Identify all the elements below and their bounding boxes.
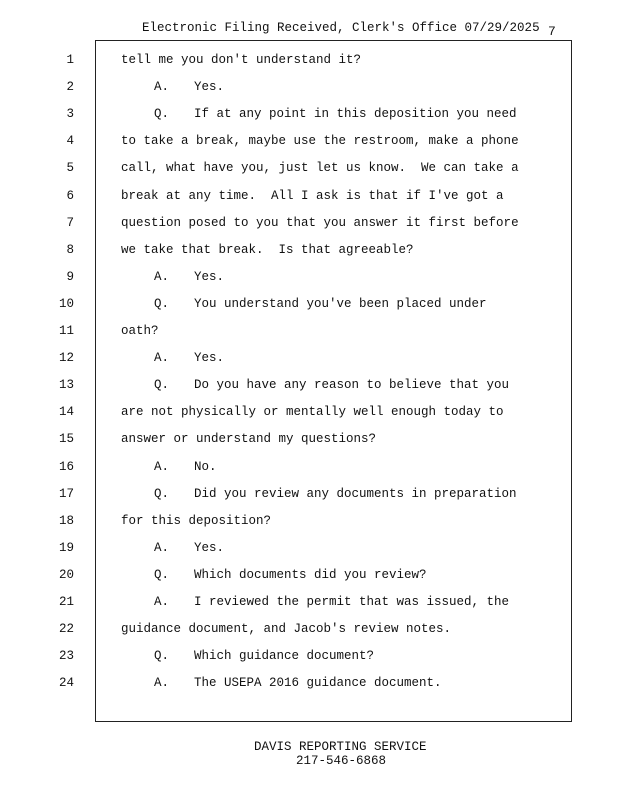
line-content: Yes. (194, 540, 225, 555)
line-number: 4 (66, 134, 74, 149)
line-number: 11 (58, 324, 74, 338)
line-number: 6 (66, 188, 74, 203)
speaker-label: A. (154, 676, 170, 691)
transcript-line (154, 270, 224, 284)
transcript-line (154, 107, 517, 121)
transcript-line (121, 514, 271, 528)
transcript-line (154, 460, 217, 474)
speaker-label: A. (154, 351, 170, 366)
line-number: 19 (58, 540, 74, 555)
line-content: for this deposition? (121, 513, 272, 528)
line-content: oath? (121, 324, 159, 338)
transcript-line (154, 378, 509, 392)
line-content: Do you have any reason to believe that you (194, 378, 510, 393)
line-content: Did you review any documents in preparation (194, 486, 517, 501)
line-number: 2 (66, 80, 74, 95)
line-content: question posed to you that you answer it first before (121, 215, 519, 230)
speaker-label: A. (154, 459, 170, 474)
line-number: 1 (66, 53, 74, 67)
transcript-line (121, 161, 519, 175)
speaker-label: Q. (154, 107, 170, 122)
transcript-line (121, 622, 451, 636)
speaker-label: Q. (154, 649, 170, 664)
transcript-line (121, 243, 414, 257)
line-number: 15 (58, 432, 74, 447)
speaker-label: Q. (154, 567, 170, 582)
line-content: Yes. (194, 269, 225, 284)
line-number: 12 (58, 351, 74, 366)
speaker-label: A. (154, 269, 170, 284)
line-number: 5 (66, 161, 74, 176)
line-number: 21 (58, 595, 74, 609)
reporting-service-name: DAVIS REPORTING SERVICE (254, 740, 427, 754)
line-number: 10 (58, 296, 74, 311)
line-content: The USEPA 2016 guidance document. (194, 676, 442, 691)
transcript-line (121, 134, 519, 148)
line-number: 13 (58, 378, 74, 393)
transcript-line (154, 649, 374, 663)
line-content: If at any point in this deposition you need (194, 107, 517, 122)
line-content: Which guidance document? (194, 649, 375, 664)
line-content: call, what have you, just let us know. We can take a (121, 161, 519, 176)
line-content: Yes. (194, 351, 225, 366)
transcript-line (154, 595, 509, 609)
line-content: Which documents did you review? (194, 567, 427, 582)
line-number: 9 (66, 269, 74, 284)
line-content: You understand you've been placed under (194, 296, 487, 311)
line-content: answer or understand my questions? (121, 432, 377, 447)
line-number: 24 (58, 676, 74, 691)
speaker-label: Q. (154, 378, 170, 393)
transcript-line (154, 297, 487, 311)
line-number: 23 (58, 649, 74, 664)
line-number: 17 (58, 486, 74, 501)
line-content: guidance document, and Jacob's review notes. (121, 622, 452, 637)
line-number: 8 (66, 242, 74, 257)
line-number: 14 (58, 405, 74, 420)
line-number: 18 (58, 513, 74, 528)
transcript-line (121, 405, 504, 419)
line-content: I reviewed the permit that was issued, the (194, 595, 510, 609)
transcript-line (154, 676, 442, 690)
speaker-label: Q. (154, 486, 170, 501)
reporting-service-phone: 217-546-6868 (296, 754, 387, 768)
line-number: 16 (58, 459, 74, 474)
transcript-line (121, 189, 504, 203)
line-number: 3 (66, 107, 74, 122)
line-content: tell me you don't understand it? (121, 53, 362, 67)
line-content: Yes. (194, 80, 225, 95)
speaker-label: A. (154, 540, 170, 555)
line-number: 20 (58, 567, 74, 582)
line-content: to take a break, maybe use the restroom, make a phone (121, 134, 519, 149)
speaker-label: Q. (154, 296, 170, 311)
line-content: No. (194, 459, 217, 474)
filing-stamp: Electronic Filing Received, Clerk's Office 07/29/2025 (142, 21, 540, 35)
page-number: 7 (548, 24, 556, 39)
transcript-line (121, 432, 376, 446)
line-content: are not physically or mentally well enough today to (121, 405, 504, 420)
speaker-label: A. (154, 80, 170, 95)
transcript-line (154, 541, 224, 555)
transcript-line (121, 324, 159, 338)
line-content: we take that break. Is that agreeable? (121, 242, 414, 257)
transcript-line (154, 351, 224, 365)
line-content: break at any time. All I ask is that if I've got a (121, 188, 504, 203)
transcript-line (154, 487, 517, 501)
transcript-line (121, 53, 361, 67)
line-number: 22 (58, 622, 74, 637)
line-number: 7 (66, 215, 74, 230)
transcript-line (154, 80, 224, 94)
transcript-line (121, 216, 519, 230)
transcript-line (154, 568, 427, 582)
speaker-label: A. (154, 595, 170, 609)
